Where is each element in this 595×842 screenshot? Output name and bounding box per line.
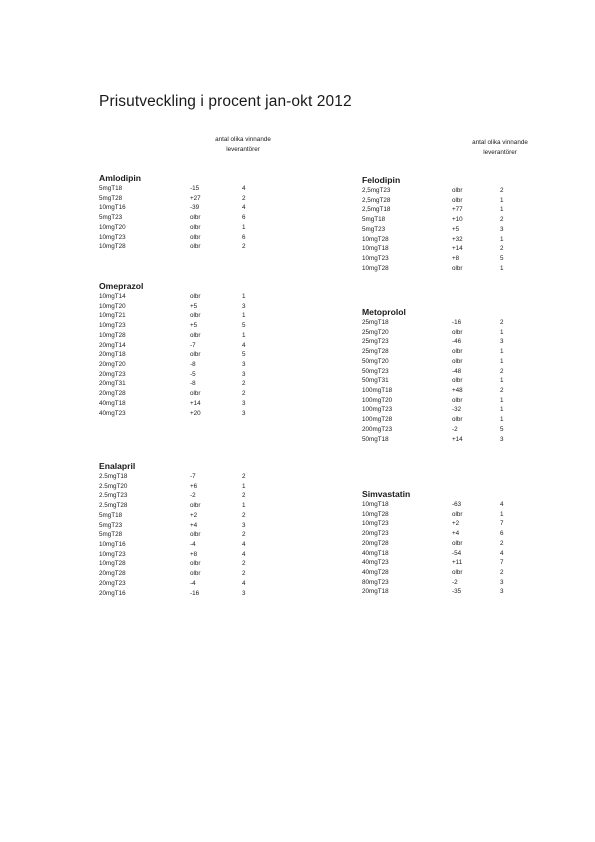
table-row bbox=[99, 194, 246, 204]
product-cell: 2,5mgT28 bbox=[362, 196, 391, 204]
table-row bbox=[362, 405, 504, 415]
supplier-count-cell: 3 bbox=[500, 225, 504, 233]
supplier-count-cell: 5 bbox=[242, 322, 246, 330]
section-heading: Simvastatin bbox=[362, 489, 411, 499]
table-row bbox=[362, 254, 504, 264]
product-cell: 20mgT14 bbox=[99, 341, 126, 349]
product-cell: 20mgT18 bbox=[99, 351, 126, 359]
table-row bbox=[99, 491, 246, 501]
product-cell: 25mgT23 bbox=[362, 338, 389, 346]
table-row bbox=[362, 500, 504, 510]
table-row bbox=[99, 579, 246, 589]
table-row bbox=[362, 215, 504, 225]
column-header-left-line1: antal olika vinnande bbox=[215, 136, 271, 143]
table-row bbox=[362, 396, 504, 406]
product-cell: 2,5mgT23 bbox=[362, 187, 391, 194]
table-row bbox=[99, 311, 246, 321]
table-row bbox=[99, 233, 246, 243]
supplier-count-cell: 5 bbox=[242, 351, 246, 359]
supplier-count-cell: 1 bbox=[500, 416, 504, 424]
table-row bbox=[362, 205, 504, 215]
section-heading: Metoprolol bbox=[362, 307, 406, 317]
product-cell: 80mgT23 bbox=[362, 578, 389, 586]
supplier-count-cell: 1 bbox=[500, 264, 504, 272]
table-row bbox=[362, 235, 504, 245]
product-cell: 20mgT16 bbox=[99, 589, 126, 597]
supplier-count-cell: 5 bbox=[500, 425, 504, 433]
table-row bbox=[99, 302, 246, 312]
price-change-cell: olbr bbox=[452, 196, 463, 204]
product-cell: 10mgT18 bbox=[362, 245, 389, 253]
supplier-count-cell: 4 bbox=[242, 541, 246, 549]
price-change-cell: +14 bbox=[452, 435, 463, 443]
price-change-cell: olbr bbox=[190, 560, 201, 568]
table-row bbox=[362, 347, 504, 357]
supplier-count-cell: 2 bbox=[242, 380, 246, 388]
table-row bbox=[99, 569, 246, 579]
price-change-cell: +27 bbox=[190, 194, 201, 202]
product-cell: 10mgT28 bbox=[99, 243, 126, 251]
table-row bbox=[99, 521, 246, 531]
product-cell: 100mgT23 bbox=[362, 406, 393, 414]
price-change-cell: olbr bbox=[190, 293, 201, 300]
product-cell: 20mgT31 bbox=[99, 380, 126, 388]
table-row bbox=[99, 511, 246, 521]
table-row bbox=[362, 425, 504, 435]
price-change-cell: -5 bbox=[190, 370, 196, 378]
table-row bbox=[362, 376, 504, 386]
table-row bbox=[99, 341, 246, 351]
table-row bbox=[99, 559, 246, 569]
price-change-cell: +2 bbox=[452, 520, 460, 528]
price-change-cell: olbr bbox=[190, 223, 201, 231]
price-change-cell: -8 bbox=[190, 361, 196, 369]
product-cell: 5mgT18 bbox=[362, 216, 386, 224]
price-change-cell: olbr bbox=[452, 328, 463, 336]
table-row bbox=[362, 386, 504, 396]
supplier-count-cell: 4 bbox=[242, 185, 246, 192]
table-row bbox=[362, 337, 504, 347]
section-amlodipin bbox=[99, 173, 246, 252]
section-rows bbox=[99, 292, 246, 418]
table-row bbox=[362, 415, 504, 425]
product-cell: 5mgT23 bbox=[99, 214, 123, 222]
price-change-cell: +8 bbox=[190, 550, 198, 558]
supplier-count-cell: 1 bbox=[500, 357, 504, 365]
table-row bbox=[99, 350, 246, 360]
product-cell: 2.5mgT28 bbox=[99, 502, 128, 510]
product-cell: 40mgT23 bbox=[362, 559, 389, 567]
table-row bbox=[362, 529, 504, 539]
product-cell: 10mgT18 bbox=[362, 501, 389, 508]
product-cell: 10mgT28 bbox=[362, 264, 389, 272]
product-cell: 20mgT23 bbox=[362, 530, 389, 538]
supplier-count-cell: 1 bbox=[500, 510, 504, 518]
product-cell: 100mgT18 bbox=[362, 387, 393, 395]
price-change-cell: -4 bbox=[190, 579, 196, 587]
price-change-cell: -4 bbox=[190, 541, 196, 549]
product-cell: 10mgT20 bbox=[99, 223, 126, 231]
supplier-count-cell: 2 bbox=[242, 560, 246, 568]
supplier-count-cell: 7 bbox=[500, 559, 504, 567]
supplier-count-cell: 1 bbox=[242, 482, 246, 490]
table-row bbox=[362, 435, 504, 445]
section-rows bbox=[99, 472, 246, 598]
table-row bbox=[99, 321, 246, 331]
section-heading: Omeprazol bbox=[99, 281, 144, 291]
table-row bbox=[99, 409, 246, 419]
supplier-count-cell: 4 bbox=[500, 549, 504, 557]
table-row bbox=[99, 389, 246, 399]
table-row bbox=[99, 213, 246, 223]
supplier-count-cell: 7 bbox=[500, 520, 504, 528]
price-change-cell: -16 bbox=[452, 319, 462, 326]
price-change-cell: olbr bbox=[190, 502, 201, 510]
table-row bbox=[99, 203, 246, 213]
supplier-count-cell: 6 bbox=[500, 530, 504, 538]
page-title: Prisutveckling i procent jan-okt 2012 bbox=[99, 93, 352, 110]
supplier-count-cell: 3 bbox=[500, 338, 504, 346]
product-cell: 5mgT18 bbox=[99, 511, 123, 519]
price-change-cell: +14 bbox=[452, 245, 463, 253]
table-row bbox=[99, 223, 246, 233]
supplier-count-cell: 1 bbox=[500, 328, 504, 336]
table-row bbox=[99, 379, 246, 389]
product-cell: 5mgT23 bbox=[99, 521, 123, 529]
table-row bbox=[99, 184, 246, 194]
product-cell: 20mgT28 bbox=[99, 390, 126, 398]
section-rows bbox=[362, 186, 504, 273]
supplier-count-cell: 1 bbox=[242, 223, 246, 231]
product-cell: 10mgT23 bbox=[99, 550, 126, 558]
table-row bbox=[362, 244, 504, 254]
price-change-cell: +11 bbox=[452, 559, 463, 567]
price-change-cell: -54 bbox=[452, 549, 462, 557]
section-rows bbox=[99, 184, 246, 252]
section-enalapril bbox=[99, 461, 246, 598]
supplier-count-cell: 2 bbox=[500, 367, 504, 375]
table-row bbox=[99, 540, 246, 550]
supplier-count-cell: 4 bbox=[242, 550, 246, 558]
supplier-count-cell: 2 bbox=[500, 245, 504, 253]
section-heading: Felodipin bbox=[362, 175, 401, 185]
price-change-cell: -48 bbox=[452, 367, 462, 375]
table-row bbox=[362, 587, 504, 597]
section-omeprazol bbox=[99, 281, 246, 418]
product-cell: 10mgT28 bbox=[99, 560, 126, 568]
product-cell: 20mgT28 bbox=[99, 570, 126, 578]
table-row bbox=[362, 568, 504, 578]
supplier-count-cell: 1 bbox=[500, 206, 504, 214]
table-row bbox=[99, 360, 246, 370]
table-row bbox=[99, 242, 246, 252]
supplier-count-cell: 2 bbox=[242, 473, 246, 480]
product-cell: 25mgT18 bbox=[362, 319, 389, 326]
product-cell: 2.5mgT23 bbox=[99, 492, 128, 500]
product-cell: 10mgT14 bbox=[99, 293, 126, 300]
price-change-cell: olbr bbox=[452, 264, 463, 272]
section-metoprolol bbox=[362, 307, 504, 444]
price-change-cell: +2 bbox=[190, 511, 198, 519]
section-rows bbox=[362, 318, 504, 444]
supplier-count-cell: 1 bbox=[500, 235, 504, 243]
price-change-cell: +5 bbox=[452, 225, 460, 233]
table-row bbox=[99, 550, 246, 560]
column-header-right-line2: leverantörer bbox=[483, 149, 517, 156]
price-change-cell: -46 bbox=[452, 338, 462, 346]
table-row bbox=[99, 472, 246, 482]
table-row bbox=[99, 501, 246, 511]
supplier-count-cell: 4 bbox=[242, 579, 246, 587]
supplier-count-cell: 2 bbox=[242, 243, 246, 251]
table-row bbox=[99, 530, 246, 540]
price-change-cell: +5 bbox=[190, 302, 198, 310]
price-change-cell: +32 bbox=[452, 235, 463, 243]
supplier-count-cell: 2 bbox=[500, 387, 504, 395]
price-change-cell: +6 bbox=[190, 482, 198, 490]
supplier-count-cell: 1 bbox=[500, 406, 504, 414]
supplier-count-cell: 3 bbox=[500, 435, 504, 443]
supplier-count-cell: 2 bbox=[500, 539, 504, 547]
price-change-cell: -35 bbox=[452, 588, 462, 596]
section-rows bbox=[362, 500, 504, 597]
product-cell: 10mgT23 bbox=[362, 520, 389, 528]
column-header-right bbox=[450, 138, 550, 158]
price-change-cell: +48 bbox=[452, 387, 463, 395]
price-change-cell: +5 bbox=[190, 322, 198, 330]
table-row bbox=[362, 196, 504, 206]
table-row bbox=[99, 370, 246, 380]
supplier-count-cell: 6 bbox=[242, 233, 246, 241]
section-heading: Enalapril bbox=[99, 461, 136, 471]
price-change-cell: olbr bbox=[190, 233, 201, 241]
table-row bbox=[362, 225, 504, 235]
section-simvastatin bbox=[362, 489, 504, 597]
price-change-cell: +10 bbox=[452, 216, 463, 224]
price-change-cell: olbr bbox=[452, 569, 463, 577]
price-change-cell: olbr bbox=[190, 312, 201, 320]
price-change-cell: -63 bbox=[452, 501, 462, 508]
supplier-count-cell: 1 bbox=[500, 377, 504, 385]
product-cell: 2.5mgT20 bbox=[99, 482, 128, 490]
price-change-cell: -15 bbox=[190, 185, 200, 192]
product-cell: 10mgT28 bbox=[362, 510, 389, 518]
product-cell: 5mgT23 bbox=[362, 225, 386, 233]
table-row bbox=[362, 510, 504, 520]
price-change-cell: +8 bbox=[452, 255, 460, 263]
price-change-cell: olbr bbox=[452, 377, 463, 385]
price-change-cell: -7 bbox=[190, 341, 196, 349]
price-change-cell: olbr bbox=[452, 510, 463, 518]
product-cell: 10mgT23 bbox=[99, 322, 126, 330]
table-row bbox=[362, 186, 504, 196]
supplier-count-cell: 1 bbox=[242, 331, 246, 339]
product-cell: 10mgT28 bbox=[362, 235, 389, 243]
product-cell: 40mgT18 bbox=[99, 399, 126, 407]
product-cell: 20mgT23 bbox=[99, 579, 126, 587]
price-change-cell: -32 bbox=[452, 406, 462, 414]
product-cell: 10mgT23 bbox=[99, 233, 126, 241]
supplier-count-cell: 1 bbox=[500, 196, 504, 204]
product-cell: 40mgT23 bbox=[99, 409, 126, 417]
section-heading: Amlodipin bbox=[99, 173, 142, 183]
supplier-count-cell: 3 bbox=[242, 409, 246, 417]
table-row bbox=[362, 549, 504, 559]
product-cell: 20mgT20 bbox=[99, 361, 126, 369]
product-cell: 10mgT21 bbox=[99, 312, 126, 320]
supplier-count-cell: 2 bbox=[242, 492, 246, 500]
product-cell: 5mgT28 bbox=[99, 531, 123, 539]
supplier-count-cell: 1 bbox=[242, 312, 246, 320]
product-cell: 20mgT28 bbox=[362, 539, 389, 547]
supplier-count-cell: 3 bbox=[242, 370, 246, 378]
section-felodipin bbox=[362, 175, 504, 273]
product-cell: 20mgT18 bbox=[362, 588, 389, 596]
product-cell: 200mgT23 bbox=[362, 425, 393, 433]
product-cell: 10mgT16 bbox=[99, 204, 126, 212]
product-cell: 25mgT20 bbox=[362, 328, 389, 336]
price-change-cell: -2 bbox=[452, 578, 458, 586]
product-cell: 10mgT20 bbox=[99, 302, 126, 310]
price-change-cell: +14 bbox=[190, 399, 201, 407]
price-change-cell: olbr bbox=[190, 243, 201, 251]
price-change-cell: olbr bbox=[452, 348, 463, 356]
product-cell: 50mgT18 bbox=[362, 435, 389, 443]
column-header-left bbox=[193, 135, 293, 155]
product-cell: 5mgT18 bbox=[99, 185, 123, 192]
product-cell: 40mgT28 bbox=[362, 569, 389, 577]
supplier-count-cell: 3 bbox=[500, 588, 504, 596]
table-row bbox=[362, 328, 504, 338]
price-change-cell: +77 bbox=[452, 206, 463, 214]
product-cell: 10mgT16 bbox=[99, 541, 126, 549]
supplier-count-cell: 1 bbox=[500, 396, 504, 404]
price-change-cell: +20 bbox=[190, 409, 201, 417]
supplier-count-cell: 3 bbox=[242, 361, 246, 369]
supplier-count-cell: 4 bbox=[242, 204, 246, 212]
table-row bbox=[362, 539, 504, 549]
supplier-count-cell: 6 bbox=[242, 214, 246, 222]
supplier-count-cell: 2 bbox=[242, 194, 246, 202]
supplier-count-cell: 1 bbox=[242, 293, 246, 300]
supplier-count-cell: 3 bbox=[500, 578, 504, 586]
table-row bbox=[362, 357, 504, 367]
table-row bbox=[362, 367, 504, 377]
column-header-left-line2: leverantörer bbox=[226, 146, 260, 153]
price-change-cell: olbr bbox=[452, 416, 463, 424]
supplier-count-cell: 5 bbox=[500, 255, 504, 263]
supplier-count-cell: 3 bbox=[242, 302, 246, 310]
table-row bbox=[99, 399, 246, 409]
product-cell: 50mgT23 bbox=[362, 367, 389, 375]
product-cell: 2,5mgT18 bbox=[362, 206, 391, 214]
product-cell: 100mgT20 bbox=[362, 396, 393, 404]
price-change-cell: olbr bbox=[190, 331, 201, 339]
price-change-cell: -2 bbox=[190, 492, 196, 500]
supplier-count-cell: 1 bbox=[500, 348, 504, 356]
supplier-count-cell: 4 bbox=[500, 501, 504, 508]
supplier-count-cell: 2 bbox=[500, 216, 504, 224]
table-row bbox=[362, 264, 504, 274]
price-change-cell: -8 bbox=[190, 380, 196, 388]
product-cell: 10mgT28 bbox=[99, 331, 126, 339]
supplier-count-cell: 2 bbox=[242, 390, 246, 398]
price-change-cell: -2 bbox=[452, 425, 458, 433]
supplier-count-cell: 2 bbox=[242, 531, 246, 539]
table-row bbox=[99, 589, 246, 599]
product-cell: 5mgT28 bbox=[99, 194, 123, 202]
price-change-cell: olbr bbox=[190, 531, 201, 539]
price-change-cell: olbr bbox=[190, 570, 201, 578]
price-change-cell: olbr bbox=[452, 357, 463, 365]
product-cell: 2.5mgT18 bbox=[99, 473, 128, 480]
price-change-cell: -39 bbox=[190, 204, 200, 212]
table-row bbox=[362, 318, 504, 328]
product-cell: 40mgT18 bbox=[362, 549, 389, 557]
price-change-cell: +4 bbox=[190, 521, 198, 529]
supplier-count-cell: 4 bbox=[242, 341, 246, 349]
price-change-cell: olbr bbox=[190, 351, 201, 359]
product-cell: 20mgT23 bbox=[99, 370, 126, 378]
price-change-cell: -16 bbox=[190, 589, 200, 597]
price-change-cell: olbr bbox=[452, 539, 463, 547]
product-cell: 100mgT28 bbox=[362, 416, 393, 424]
supplier-count-cell: 2 bbox=[500, 569, 504, 577]
supplier-count-cell: 2 bbox=[500, 187, 504, 194]
supplier-count-cell: 2 bbox=[242, 570, 246, 578]
product-cell: 10mgT23 bbox=[362, 255, 389, 263]
price-change-cell: olbr bbox=[190, 390, 201, 398]
price-change-cell: olbr bbox=[452, 187, 463, 194]
price-change-cell: olbr bbox=[190, 214, 201, 222]
table-row bbox=[99, 292, 246, 302]
table-row bbox=[362, 558, 504, 568]
supplier-count-cell: 2 bbox=[242, 511, 246, 519]
table-row bbox=[362, 519, 504, 529]
supplier-count-cell: 3 bbox=[242, 589, 246, 597]
supplier-count-cell: 2 bbox=[500, 319, 504, 326]
column-header-right-line1: antal olika vinnande bbox=[472, 139, 528, 146]
product-cell: 50mgT31 bbox=[362, 377, 389, 385]
supplier-count-cell: 3 bbox=[242, 521, 246, 529]
product-cell: 25mgT28 bbox=[362, 348, 389, 356]
product-cell: 50mgT20 bbox=[362, 357, 389, 365]
price-change-cell: +4 bbox=[452, 530, 460, 538]
table-row bbox=[99, 331, 246, 341]
table-row bbox=[99, 482, 246, 492]
supplier-count-cell: 1 bbox=[242, 502, 246, 510]
supplier-count-cell: 3 bbox=[242, 399, 246, 407]
table-row bbox=[362, 578, 504, 588]
price-change-cell: olbr bbox=[452, 396, 463, 404]
price-change-cell: -7 bbox=[190, 473, 196, 480]
